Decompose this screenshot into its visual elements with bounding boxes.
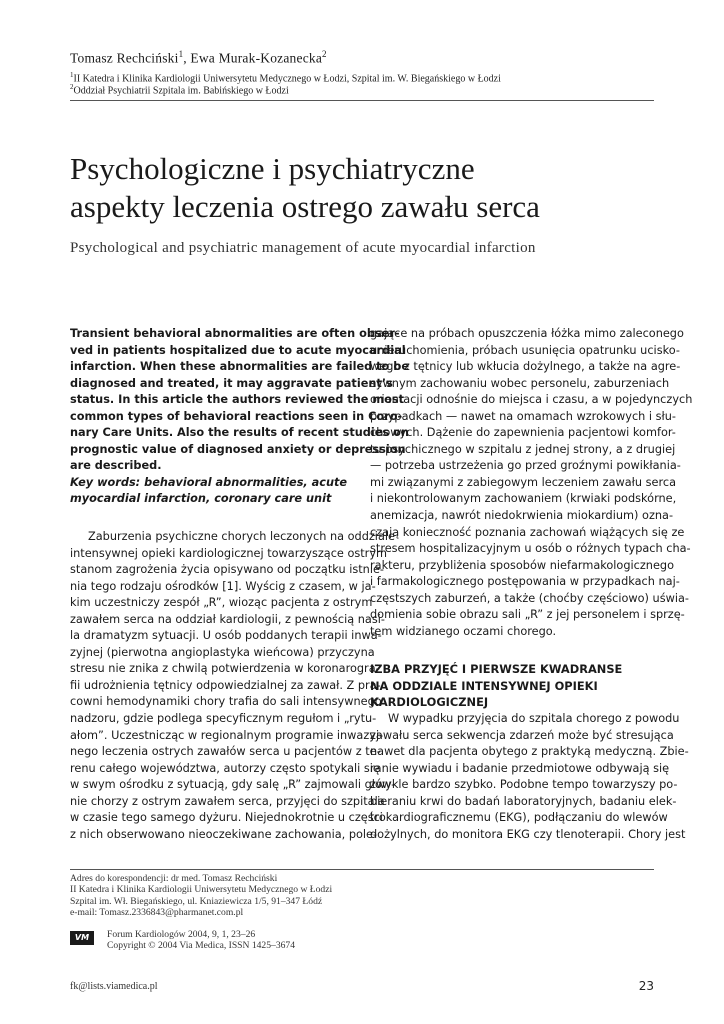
body-line: stresu nie znika z chwilą potwierdzenia w koronarogra- [70,662,380,676]
abstract-line: are described. [70,459,162,473]
abstract-line: status. In this article the authors reviewed the most [70,393,404,407]
body-line: ałom”. Uczestnicząc w regionalnym programie inwazyj- [70,728,384,742]
keywords [70,475,355,508]
keywords-line: myocardial infarction, coronary care unit [70,492,332,506]
body-line: w czasie tego samego dyżuru. Niejednokrotnie u części [70,811,383,825]
header-divider [70,100,654,101]
spacer [70,508,355,529]
page-number: 23 [638,979,654,993]
body-line: cowni hemodynamiki chory trafia do sali intensywnego [70,695,382,709]
body-line: nadzoru, gdzie podlega specyficznym regułom i „rytu- [70,712,377,726]
spacer [370,640,655,661]
body-line: stresem hospitalizacyjnym u osób o różnych typach cha- [370,542,691,556]
keywords-line: Key words: behavioral abnormalities, acute [70,475,348,489]
abstract-line: nary Care Units. Also the results of recent studies on [70,426,409,440]
body-line: orientacji odnośnie do miejsca i czasu, a w pojedynczych [370,393,693,407]
body-line: nawet dla pacjenta obytego z praktyką medyczną. Zbie- [370,745,689,759]
correspondence-line: Adres do korespondencji: dr med. Tomasz Rechciński [70,873,278,884]
author-2: , Ewa Murak-Kozanecka [183,50,323,66]
affiliation-1-sup: 1 [70,71,74,79]
body-line: unieruchomienia, próbach usunięcia opatrunku ucisko- [370,343,680,357]
body-line: zawałem serca na oddział kardiologii, z pewnością nasi- [70,612,385,626]
section-heading-line: NA ODDZIALE INTENSYWNEJ OPIEKI [370,678,598,693]
body-line: częstszych zaburzeń, a także (choćby częściowo) uświa- [370,591,689,605]
journal-copyright: Copyright © 2004 Via Medica, ISSN 1425–3674 [107,940,296,952]
section-heading-line: KARDIOLOGICZNEJ [370,695,489,710]
body-line: sywnym zachowaniu wobec personelu, zaburzeniach [370,376,670,390]
body-line: bieraniu krwi do badań laboratoryjnych, badaniu elek- [370,794,677,808]
article-title [70,150,670,226]
section-heading-line: IZBA PRZYJĘĆ I PIERWSZE KWADRANSE [370,662,623,677]
body-line: i farmakologicznego postępowania w przypadkach naj- [370,575,680,589]
body-line: mi związanymi z zabiegowym leczeniem zawału serca [370,475,676,489]
correspondence-line: II Katedra i Klinika Kardiologii Uniwersytetu Medycznego w Łodzi [70,884,333,896]
body-line: ranie wywiadu i badanie przedmiotowe odbywają się [370,761,670,775]
abstract-line: common types of behavioral reactions seen in Coro- [70,409,403,423]
body-line: fii udrożnienia tętnicy odpowiedzialnej za zawał. Z pra- [70,678,381,692]
journal-citation: Forum Kardiologów 2004, 9, 1, 23–26 [107,929,256,940]
body-line: rakteru, przybliżenia sposobów niefarmakologicznego [370,558,674,572]
author-1: Tomasz Rechciński [70,50,179,66]
affiliation-1-text: II Katedra i Klinika Kardiologii Uniwersytetu Medycznego w Łodzi, Szpital im. W. Biegańskiego w Łodzi [73,73,501,85]
body-line: dożylnych, do monitora EKG czy tlenoterapii. Chory jest [370,827,686,841]
article-subtitle: Psychological and psychiatric management of acute myocardial infarction [70,240,536,256]
title-line-2: aspekty leczenia ostrego zawału serca [70,189,540,224]
section-heading [370,661,655,711]
body-line: renu całego województwa, autorzy często spotykali się [70,761,380,775]
correspondence-email[interactable]: e-mail: Tomasz.2336843@pharmanet.com.pl [70,907,244,919]
title-line-1: Psychologiczne i psychiatryczne [70,151,475,186]
body-line: Zaburzenia psychiczne chorych leczonych na oddziale [88,530,395,544]
correspondence-address [70,873,490,919]
body-line: w swym ośrodku z sytuacją, gdy salę „R” zajmowali głów- [70,778,396,792]
author-2-sup: 2 [322,49,327,59]
body-line: stanom zagrożenia życia opisywano od początku istnie- [70,563,384,577]
body-text-right [370,326,693,640]
body-line: anemizacja, nawrót niedokrwienia miokardium) ozna- [370,509,674,523]
correspondence-line: Szpital im. Wł. Biegańskiego, ul. Kniaziewicza 1/5, 91–347 Łódź [70,895,323,907]
body-text-left [70,529,396,843]
authors [70,49,327,67]
journal-info [107,929,295,952]
body-line: — potrzeba ustrzeżenia go przed groźnymi powikłania- [370,459,681,473]
abstract-line: ved in patients hospitalized due to acute myocardial [70,343,406,357]
body-line: czają konieczność poznania zachowań wiążących się ze [370,525,685,539]
body-line: W wypadku przyjęcia do szpitala chorego z powodu [388,712,680,726]
body-line: trokardiograficznemu (EKG), podłączaniu do wlewów [370,811,668,825]
affiliation-2-text: Oddział Psychiatrii Szpitala im. Babińskiego w Łodzi [73,85,289,97]
body-line: tu psychicznego w szpitalu z jednej strony, a z drugiej [370,442,676,456]
body-line: zyjnej (pierwotna angioplastyka wieńcowa) przyczyna [70,645,375,659]
body-line: intensywnej opieki kardiologicznej towarzyszące ostrym [70,546,388,560]
publisher-logo: VM [70,931,94,945]
abstract-line: diagnosed and treated, it may aggravate patient’s [70,376,393,390]
body-line: z nich obserwowano nieoczekiwane zachowania, pole- [70,827,378,841]
body-text-right-2 [370,711,689,843]
body-line: nia tego rodzaju ośrodków [1]. Wyścig z czasem, w ja- [70,579,376,593]
body-line: gające na próbach opuszczenia łóżka mimo zaleconego [370,327,684,340]
abstract-line: Transient behavioral abnormalities are often obser- [70,327,400,340]
body-line: kim uczestniczy zespół „R”, wioząc pacjenta z ostrym [70,596,373,610]
abstract-line: prognostic value of diagnosed anxiety or depression [70,442,406,456]
body-line: chowych. Dążenie do zapewnienia pacjentowi komfor- [370,426,676,440]
abstract-line: infarction. When these abnormalities are failed to be [70,360,409,374]
body-line: nego leczenia ostrych zawałów serca u pacjentów z te- [70,745,381,759]
affiliation-2-sup: 2 [70,83,74,91]
author-1-sup: 1 [178,49,184,59]
body-line: tem widzianego oczami chorego. [370,624,557,638]
affiliation-2 [70,81,289,97]
body-line: i niekontrolowanym zachowaniem (krwiaki podskórne, [370,492,677,506]
body-line: zawału serca sekwencja zdarzeń może być stresująca [370,728,674,742]
footer-divider [70,869,654,870]
body-line: nie chorzy z ostrym zawałem serca, przyjęci do szpitala [70,794,385,808]
body-line: zwykle bardzo szybko. Podobne tempo towarzyszy po- [370,778,678,792]
left-column [70,326,409,843]
abstract [70,326,409,475]
body-line: domienia sobie obrazu sali „R” z jej personelem i sprzę- [370,608,685,622]
body-line: wego z tętnicy lub wkłucia dożylnego, a także na agre- [370,360,681,374]
right-column [370,326,693,843]
journal-email[interactable]: fk@lists.viamedica.pl [70,981,158,992]
body-line: la dramatyzm sytuacji. U osób poddanych terapii inwa- [70,629,382,643]
body-line: przypadkach — nawet na omamach wzrokowych i słu- [370,409,676,423]
